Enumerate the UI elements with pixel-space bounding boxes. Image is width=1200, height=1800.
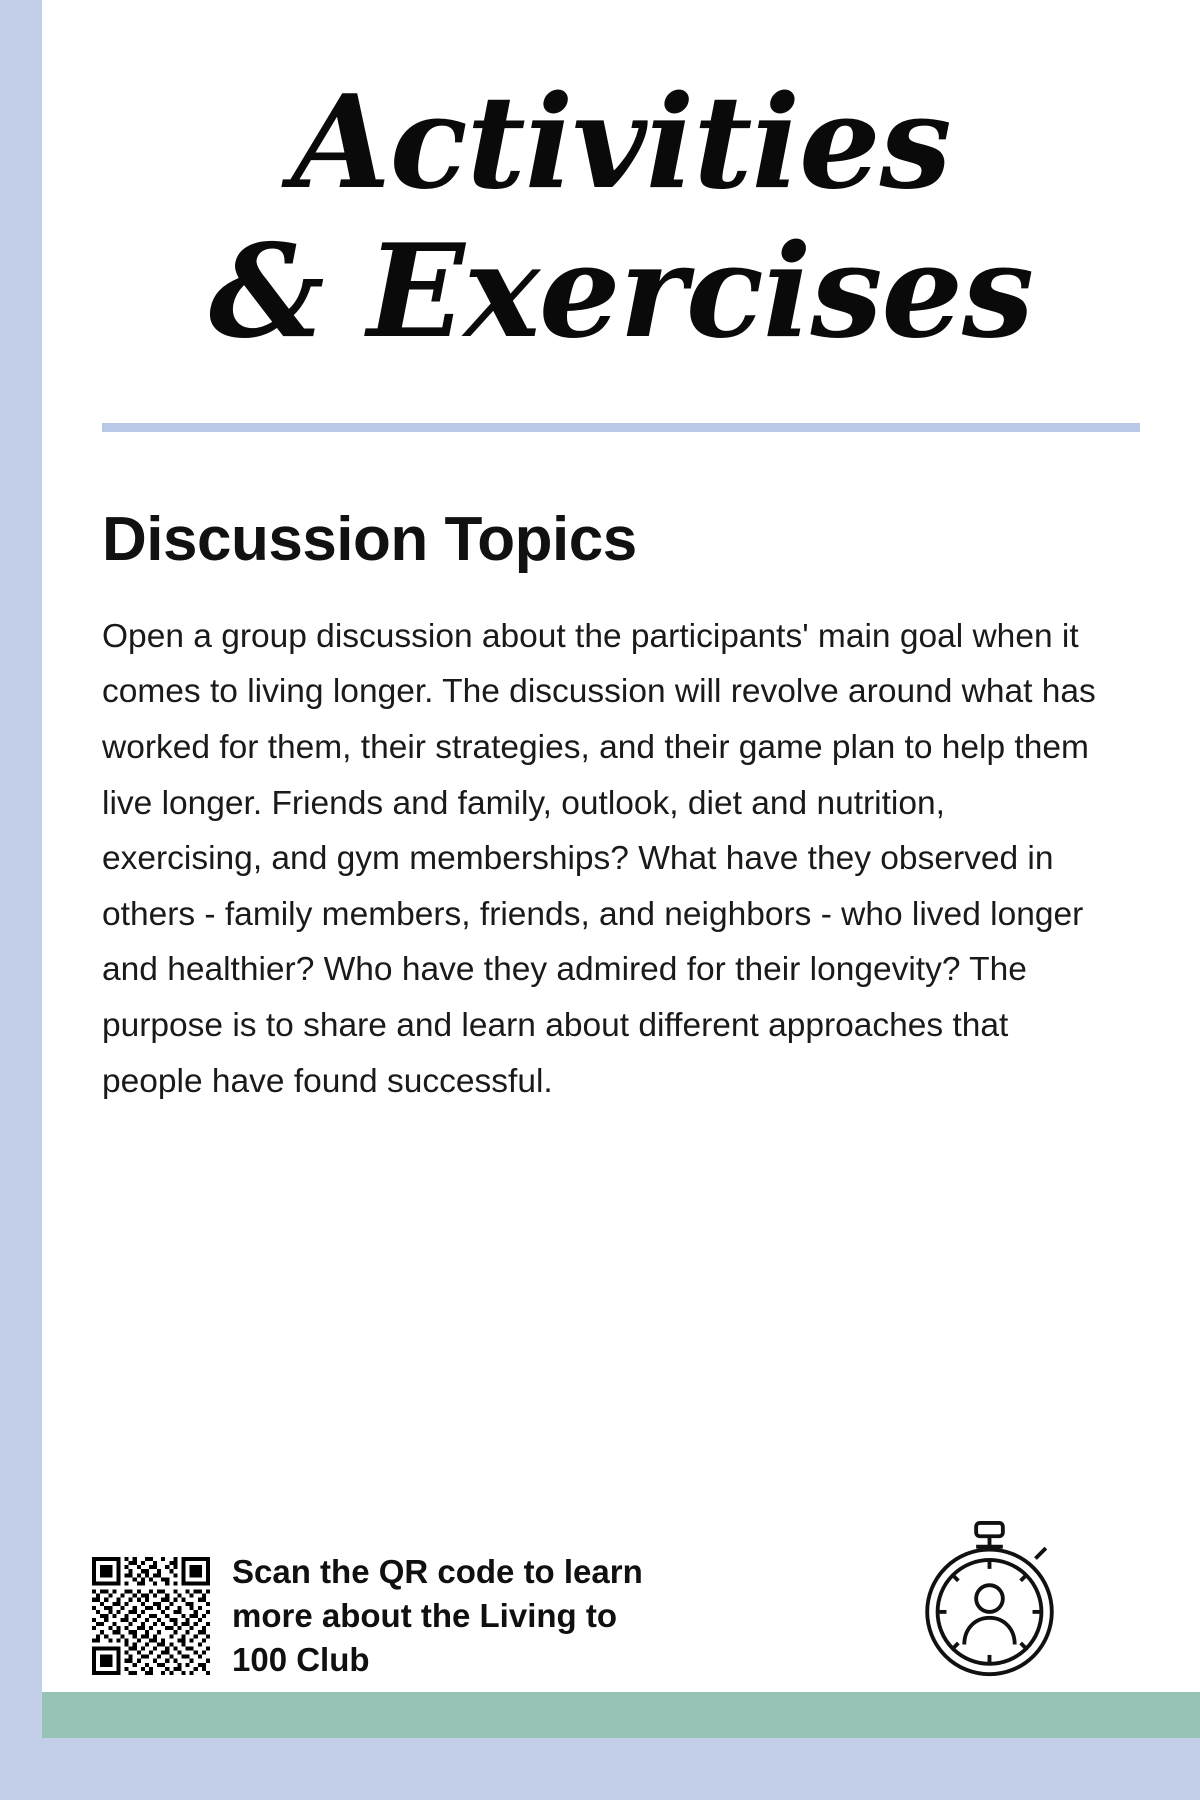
left-accent-bar <box>0 0 42 1800</box>
poster-title <box>42 0 1200 368</box>
qr-caption: Scan the QR code to learn more about the Living to 100 Club <box>232 1553 643 1679</box>
band-green <box>42 1692 1200 1738</box>
poster-footer <box>42 1512 1200 1692</box>
qr-code-icon[interactable] <box>92 1557 210 1675</box>
bottom-accent-bands <box>42 1692 1200 1800</box>
section-heading: Discussion Topics <box>102 504 637 574</box>
stopwatch-person-icon <box>907 1514 1072 1692</box>
qr-row <box>92 1550 662 1682</box>
title-line-1: Activities <box>291 68 951 218</box>
band-blue <box>42 1738 1200 1800</box>
title-divider <box>102 423 1140 432</box>
title-line-2: & Exercises <box>209 217 1033 368</box>
poster-content <box>42 0 1200 1800</box>
section-body-text: Open a group discussion about the participants' main goal when it comes to living longer. The discussion will revolve around what has worked for them, their strategies, and their game plan to help them live longer. Friends and family, outlook, diet and nutrition, exercising, and gym memberships? What have they observed in others - family members, friends, and neighbors - who lived longer and healthier? Who have they admired for their longevity? The purpose is to share and learn about different approaches that people have found successful. <box>102 617 1096 1100</box>
